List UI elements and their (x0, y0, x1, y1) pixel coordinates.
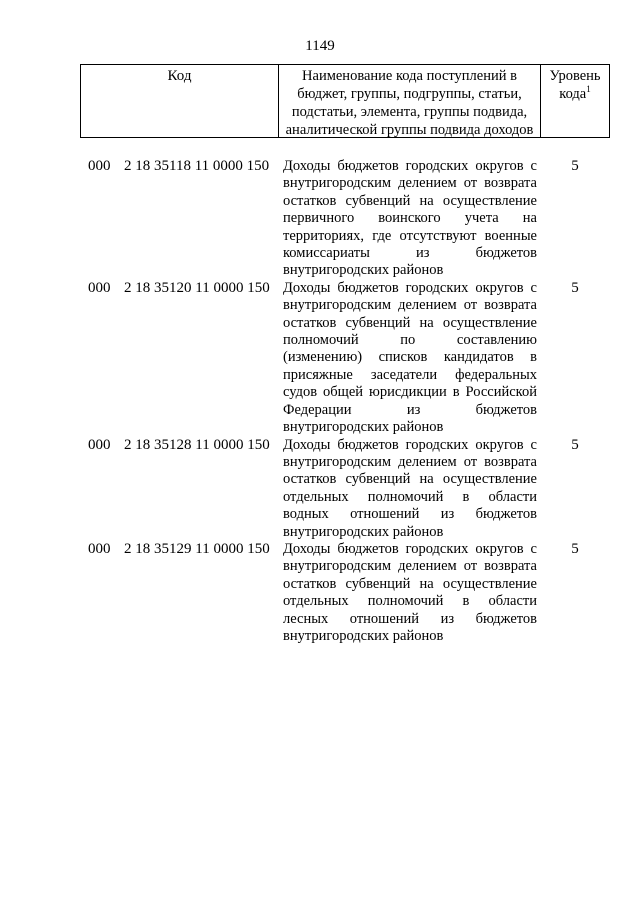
code-level: 5 (571, 158, 579, 174)
revenue-code: 2 18 35129 11 0000 150 (124, 540, 270, 557)
code-level: 5 (571, 279, 579, 296)
admin-code: 000 (88, 279, 111, 296)
table-row (80, 158, 610, 280)
table-row (80, 437, 610, 541)
revenue-name-text: Доходы бюджетов городских округов с внутригородским делением от возврата остатков субвенций на осуществление первичного воинского учета на территориях, где отсутствуют военные комиссариаты из бюджетов внутригородских районов (283, 158, 537, 279)
header-code-column: Код (81, 65, 279, 137)
header-level-footnote: 1 (586, 84, 591, 95)
revenue-name (283, 437, 537, 541)
revenue-name-text: Доходы бюджетов городских округов с внутригородским делением от возврата остатков субвенций на осуществление отдельных полномочий в области водных отношений из бюджетов внутригородских районов (283, 436, 537, 540)
admin-code: 000 (88, 436, 111, 453)
admin-code: 000 (88, 158, 111, 174)
revenue-name-text: Доходы бюджетов городских округов с внутригородским делением от возврата остатков субвенций на осуществление отдельных полномочий в области лесных отношений из бюджетов внутригородских районов (283, 540, 537, 644)
code-level: 5 (571, 436, 579, 453)
table-header (80, 64, 610, 138)
revenue-code: 2 18 35118 11 0000 150 (124, 158, 270, 174)
header-level-label: Уровень кода (549, 68, 601, 102)
page-number: 1149 (305, 38, 335, 54)
table-body (80, 158, 610, 645)
admin-code: 000 (88, 540, 111, 557)
revenue-name (283, 158, 537, 280)
revenue-name (283, 541, 537, 645)
table-row (80, 541, 610, 645)
revenue-code: 2 18 35128 11 0000 150 (124, 436, 270, 453)
code-level: 5 (571, 540, 579, 557)
revenue-name-text: Доходы бюджетов городских округов с внутригородским делением от возврата остатков субвенций на осуществление полномочий по составлению (изменению) списков кандидатов в присяжные заседатели федеральных судов общей юрисдикции в Российской Федерации из бюджетов внутригородских районов (283, 279, 537, 436)
header-level-column (541, 65, 609, 139)
table-row (80, 280, 610, 437)
revenue-name (283, 280, 537, 437)
header-name-column: Наименование кода поступлений в бюджет, группы, подгруппы, статьи, подстатьи, элемента, группы подвида, аналитической группы подвида доходов (279, 65, 541, 137)
revenue-code: 2 18 35120 11 0000 150 (124, 279, 270, 296)
